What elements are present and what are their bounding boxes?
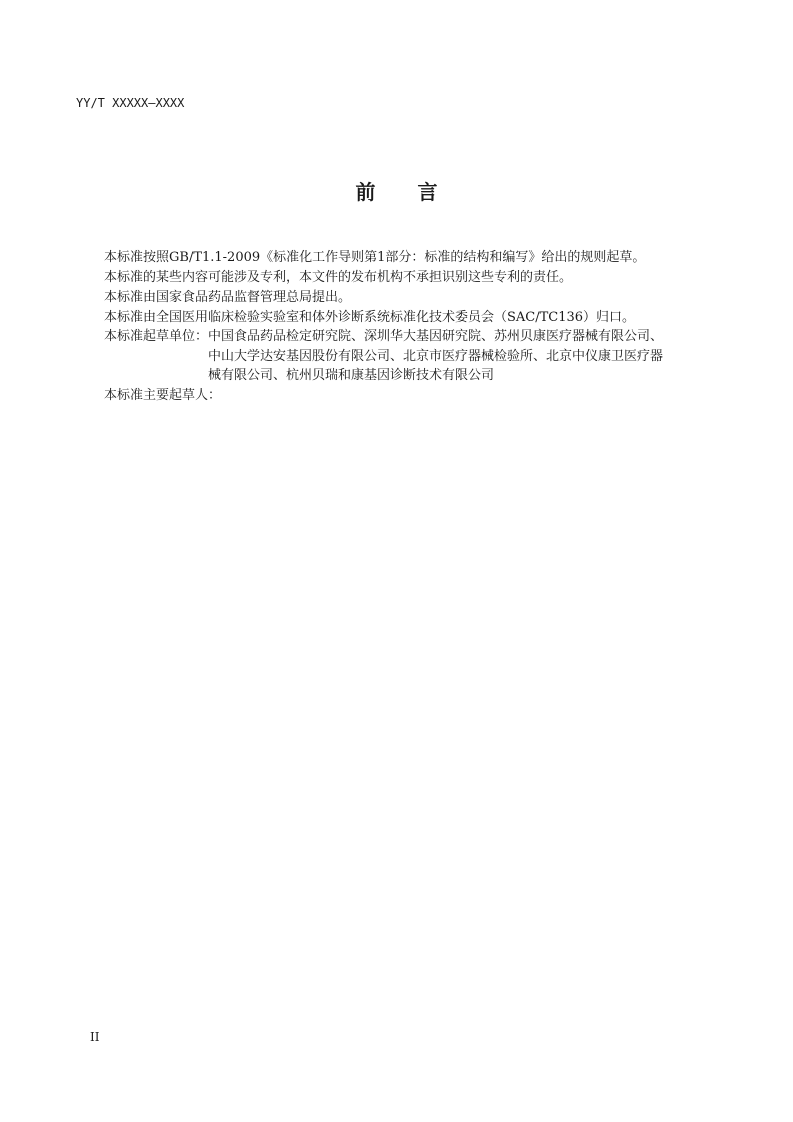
paragraph-drafting-rules: 本标准按照GB/T1.1-2009《标准化工作导则第1部分：标准的结构和编写》给出的规则起草。 — [104, 250, 646, 265]
title-char-1: 前 — [355, 180, 376, 204]
standard-number-header: YY/T XXXXX—XXXX — [76, 96, 185, 110]
paragraph-drafters: 本标准主要起草人： — [104, 387, 222, 403]
page-title — [0, 176, 793, 205]
paragraph-committee: 本标准由全国医用临床检验实验室和体外诊断系统标准化技术委员会（SAC/TC136）归口。 — [104, 309, 636, 325]
drafting-units-list — [208, 327, 663, 386]
foreword-body — [104, 248, 704, 405]
paragraph-patent-notice: 本标准的某些内容可能涉及专利，本文件的发布机构不承担识别这些专利的责任。 — [104, 269, 573, 285]
paragraph-proposer: 本标准由国家食品药品监督管理总局提出。 — [104, 290, 352, 305]
drafting-units-label: 本标准起草单位： — [104, 329, 209, 344]
drafting-units-line-1: 中国食品药品检定研究院、深圳华大基因研究院、苏州贝康医疗器械有限公司、 — [208, 329, 664, 344]
drafting-units-line-2: 中山大学达安基因股份有限公司、北京市医疗器械检验所、北京中仪康卫医疗器 — [208, 348, 664, 364]
drafting-units-block — [104, 327, 704, 386]
title-char-2: 言 — [417, 180, 438, 204]
page-number: II — [90, 1030, 100, 1044]
drafting-units-line-3: 械有限公司、杭州贝瑞和康基因诊断技术有限公司 — [208, 368, 495, 383]
